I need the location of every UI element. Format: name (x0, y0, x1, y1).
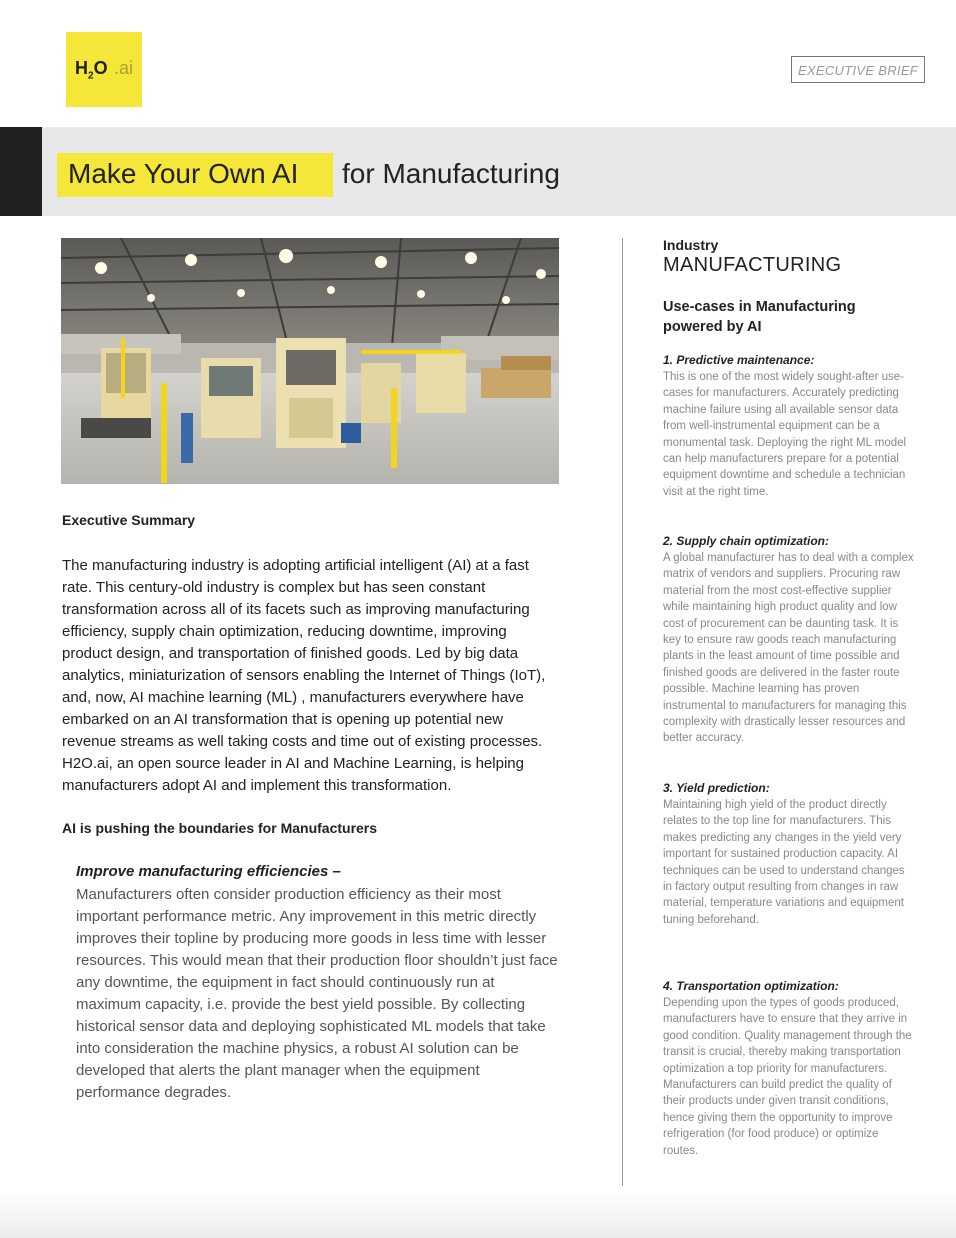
logo-ai: .ai (114, 58, 134, 78)
usecase-body: A global manufacturer has to deal with a complex matrix of vendors and suppliers. Procuring raw material from the most cost-effective supplier while maintaining high product quality and low cost of procurement can be daunting task. It is key to ensure raw goods reach manufacturing plants in the least amount of time possible and finished goods are delivered in the faster route possible. Machine learning has proven instrumental to manufacturers for managing this complexity with drastically lesser resources and better accuracy. (663, 552, 914, 745)
usecase-heading: 2. Supply chain optimization: (663, 534, 830, 548)
efficiency-body: Manufacturers often consider production efficiency as their most important performance metric. Any improvement in this metric directly improves their topline by producing more goods in less time with lesser resources. This would mean that their production floor shouldn’t just face any downtime, the equipment in fact should continuously run at maximum capacity, i.e. provide the best yield possible. By collecting historical sensor data and deploying sophisticated ML models that take into consideration the machine physics, a robust AI solution can be developed that alerts the plant manager when the equipment performance degrades. (76, 886, 558, 1101)
logo-sub: 2 (88, 70, 94, 82)
factory-floor-photo (61, 238, 559, 484)
column-divider (622, 238, 623, 1186)
executive-summary-body: The manufacturing industry is adopting artificial intelligent (AI) at a fast rate. This century-old industry is complex but has seen constant transformation across all of its facets such as improving manufacturing efficiency, supply chain optimization, reducing downtime, improving product design, and transportation of finished goods. Led by big data analytics, miniaturization of sensors enabling the Internet of Things (IoT), and, now, AI machine learning (ML) , manufacturers everywhere have embarked on an AI transformation that is opening up potential new revenue streams as well taking costs and time out of existing processes. H2O.ai, an open source leader in AI and Machine Learning, is helping manufacturers adopt AI and implement this transformation. (62, 557, 546, 794)
logo-h: H (75, 58, 88, 78)
industry-label: Industry (663, 237, 719, 253)
page-title-rest: for Manufacturing (342, 158, 560, 189)
factory-photo-illustration (61, 238, 559, 484)
page-bottom-fade (0, 1190, 956, 1238)
usecase-item (663, 533, 915, 747)
usecase-item (663, 978, 915, 1159)
usecase-body: Maintaining high yield of the product directly relates to the top line for manufacturers. This makes predicting any changes in the yield very important for sustained production capacity. AI techniques can be used to understand changes in factory output resulting from changes in raw material, temperature variations and equipment tuning beforehand. (663, 799, 905, 926)
usecase-body: This is one of the most widely sought-after use-cases for manufacturers. Accurately predicting machine failure using all available sensor data from well-instrumental equipment can be a monumental task. Deploying the right ML model can help manufacturers prepare for a potential equipment downtime and schedule a technician visit at the right time. (663, 371, 907, 498)
usecase-heading: 4. Transportation optimization: (663, 979, 839, 993)
logo-o: O (93, 58, 108, 78)
usecase-heading: 3. Yield prediction: (663, 781, 770, 795)
page-title-highlight: Make Your Own AI (68, 158, 299, 189)
usecase-heading: 1. Predictive maintenance: (663, 353, 815, 367)
industry-value: MANUFACTURING (663, 254, 842, 276)
h2o-logo (66, 32, 142, 107)
executive-brief-badge: EXECUTIVE BRIEF (791, 56, 925, 83)
usecase-item (663, 780, 915, 928)
logo-wordmark (75, 58, 108, 82)
boundaries-heading: AI is pushing the boundaries for Manufacturers (62, 820, 378, 836)
usecase-body: Depending upon the types of goods produced, manufacturers have to ensure that they arrive in good condition. Quality management through the transit is crucial, thereby making transportation optimization a top priority for manufacturers. Manufacturers can build predict the quality of their products under given transit conditions, hence giving them the opportunity to improve refrigeration (for food produce) or optimize routes. (663, 997, 912, 1157)
usecases-title: Use-cases in Manufacturing powered by AI (663, 299, 856, 335)
title-band-accent (0, 127, 42, 216)
efficiency-heading: Improve manufacturing efficiencies – (76, 863, 341, 880)
executive-summary-heading: Executive Summary (62, 512, 196, 528)
usecase-item (663, 352, 915, 500)
